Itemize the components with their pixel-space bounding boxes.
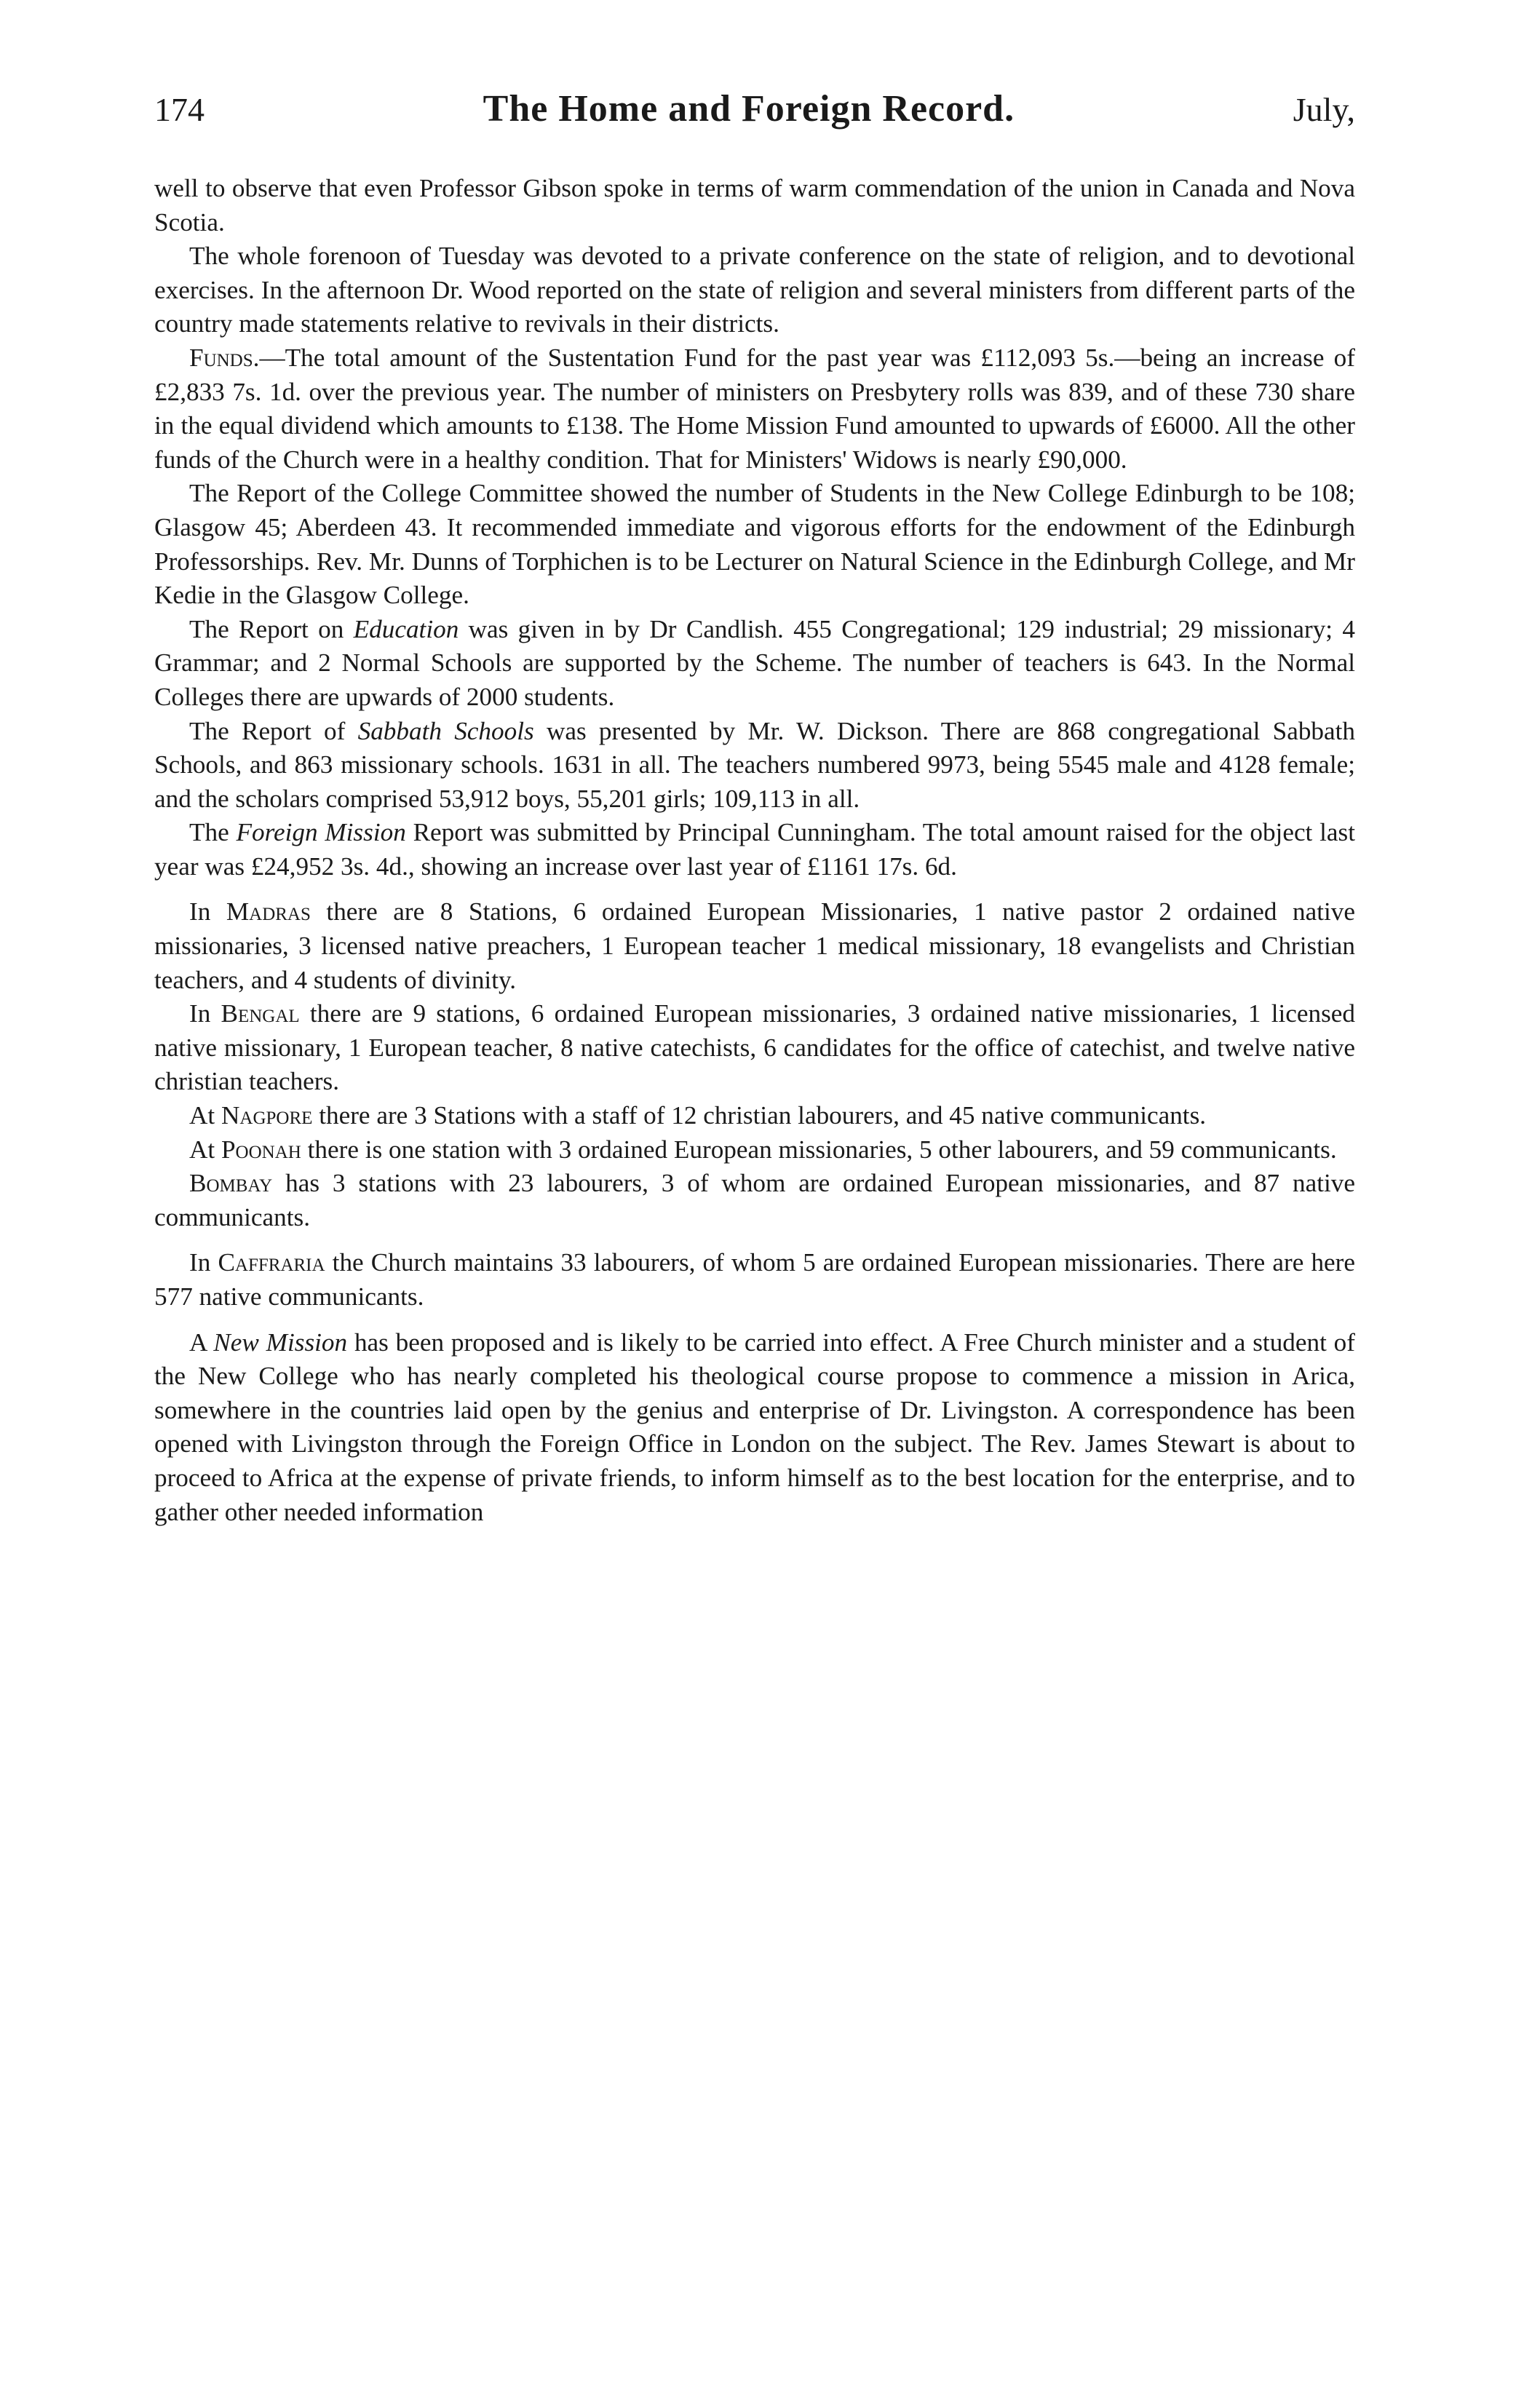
funds-heading: Funds. [189,343,260,372]
paragraph-nagpore: At Nagpore there are 3 Stations with a staff of 12 christian labourers, and 45 native communicants. [189,1101,1207,1130]
education-term: Education [353,614,459,643]
paragraph-poonah: At Poonah there is one station with 3 ordained European missionaries, 5 other labourers, and 59 communicants. [189,1135,1337,1164]
page-number: 174 [154,91,205,128]
paragraph-madras: In Madras there are 8 Stations, 6 ordained European Missionaries, 1 native pastor 2 ordained native missionaries, 3 licensed native preachers, 1 European teacher 1 medical missionary, 18 evangelists and Christian teachers, and 4 students of divinity. [154,897,1355,994]
month-label: July, [1293,91,1355,128]
paragraph-new-mission: A New Mission has been proposed and is likely to be carried into effect. A Free Church minister and a student of the New College who has nearly completed his theological course propose to commence a mission in Arica, somewhere in the countries laid open by the genius and enterprise of Dr. Livingston. A correspondence has been opened with Livingston through the Foreign Office in London on the subject. The Rev. James Stewart is about to proceed to Africa at the expense of private friends, to inform himself as to the best location for the enterprise, and to gather other needed information [154,1328,1355,1526]
bombay-place: Bombay [189,1169,273,1198]
bengal-place: Bengal [221,999,300,1028]
running-title: The Home and Foreign Record. [483,88,1015,130]
paragraph-sabbath-schools: The Report of Sabbath Schools was presented by Mr. W. Dickson. There are 868 congregational Sabbath Schools, and 863 missionary schools. 1631 in all. The teachers numbered 9973, being 5545 male and 4128 female; and the scholars comprised 53,912 boys, 55,201 girls; 109,113 in all. [154,716,1355,813]
paragraph-caffraria: In Caffraria the Church maintains 33 labourers, of whom 5 are ordained European missionaries. There are here 577 native communicants. [154,1248,1355,1311]
paragraph-education: The Report on Education was given in by Dr Candlish. 455 Congregational; 129 industrial; 29 missionary; 4 Grammar; and 2 Normal Schools are supported by the Scheme. The number of teachers is 643. In the Normal Colleges there are upwards of 2000 students. [154,614,1355,711]
paragraph-bombay: Bombay has 3 stations with 23 labourers, 3 of whom are ordained European missionaries, and 87 native communicants. [154,1169,1355,1231]
paragraph-college: The Report of the College Committee showed the number of Students in the New College Edinburgh to be 108; Glasgow 45; Aberdeen 43. It recommended immediate and vigorous efforts for the endowment of the Edinburgh Professorships. Rev. Mr. Dunns of Torphichen is to be Lecturer on Natural Science in the Edinburgh College, and Mr Kedie in the Glasgow College. [154,479,1355,610]
caffraria-place: Caffraria [218,1248,325,1277]
paragraph-tuesday: The whole forenoon of Tuesday was devoted to a private conference on the state of religion, and to devotional exercises. In the afternoon Dr. Wood reported on the state of religion and several ministers from different parts of the country made statements relative to revivals in their districts. [154,242,1355,338]
running-header [154,87,1355,144]
paragraph-funds: Funds.—The total amount of the Sustentation Fund for the past year was £112,093 5s.—being an increase of £2,833 7s. 1d. over the previous year. The number of ministers on Presbytery rolls was 839, and of these 730 share in the equal dividend which amounts to £138. The Home Mission Fund amounted to upwards of £6000. All the other funds of the Church were in a healthy condition. That for Ministers' Widows is nearly £90,000. [154,343,1355,474]
madras-place: Madras [226,897,311,926]
foreign-mission-term: Foreign Mission [236,818,406,847]
sabbath-schools-term: Sabbath Schools [357,716,534,745]
article-body [154,172,1355,1529]
new-mission-term: New Mission [213,1328,348,1357]
nagpore-place: Nagpore [221,1101,313,1130]
poonah-place: Poonah [221,1135,301,1164]
paragraph-foreign-mission: The Foreign Mission Report was submitted by Principal Cunningham. The total amount raised for the object last year was £24,952 3s. 4d., showing an increase over last year of £1161 17s. 6d. [154,818,1355,881]
paragraph-bengal: In Bengal there are 9 stations, 6 ordained European missionaries, 3 ordained native missionaries, 1 licensed native missionary, 1 European teacher, 8 native catechists, 6 candidates for the office of catechist, and twelve native christian teachers. [154,999,1355,1096]
paragraph-continuation: well to observe that even Professor Gibson spoke in terms of warm commendation of the union in Canada and Nova Scotia. [154,174,1355,237]
